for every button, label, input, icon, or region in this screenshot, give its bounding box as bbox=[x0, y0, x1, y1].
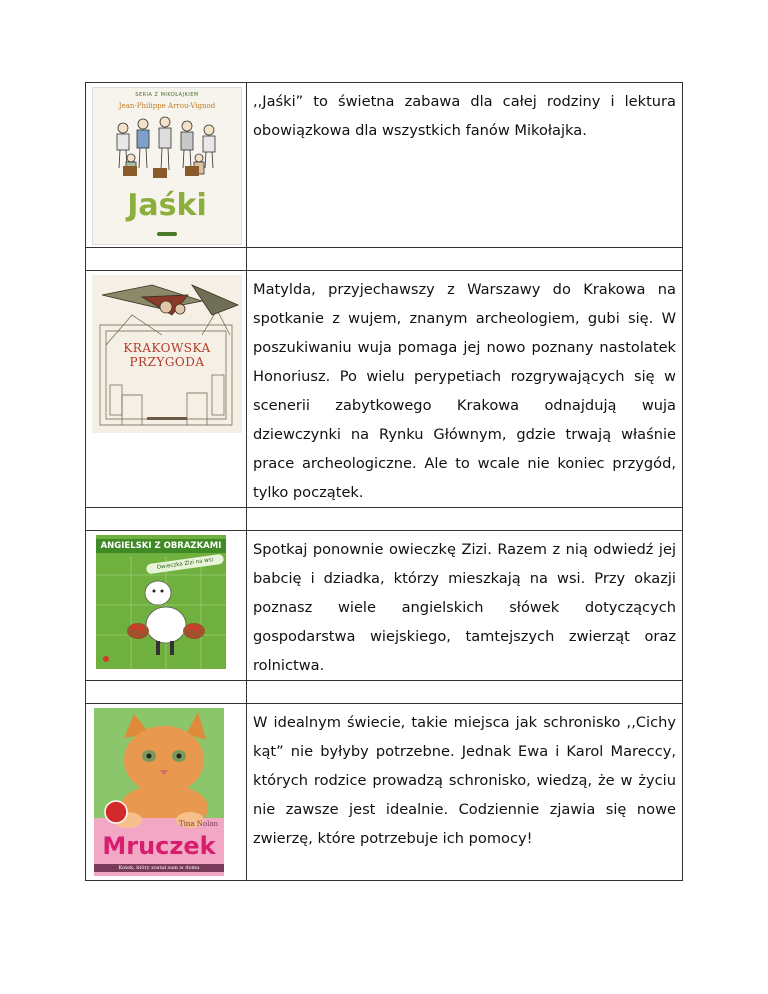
cover-cell bbox=[86, 531, 247, 681]
cover-angielski-z-obrazkami bbox=[96, 535, 226, 669]
publisher-logo bbox=[157, 232, 177, 236]
book-row bbox=[86, 531, 683, 681]
description-cell bbox=[247, 271, 683, 508]
description-cell bbox=[247, 83, 683, 248]
cover-series-label: SERIA Z MIKOŁAJKIEM bbox=[135, 92, 199, 98]
cover-tagline: Kotek, który został sam w domu bbox=[94, 864, 224, 872]
book-row bbox=[86, 271, 683, 508]
book-row bbox=[86, 83, 683, 248]
description-cell bbox=[247, 531, 683, 681]
books-table bbox=[85, 82, 683, 881]
sheep-illustration bbox=[96, 535, 226, 669]
book-description: Spotkaj ponownie owieczkę Zizi. Razem z nią odwiedź jej babcię i dziadka, którzy mieszkają na wsi. Przy okazji poznasz wiele angielskich słówek dotyczących gospodarstwa wiejskiego, tamtejszych zwierząt oraz rolnictwa. bbox=[253, 541, 676, 674]
cover-cell bbox=[86, 271, 247, 508]
description-cell bbox=[247, 704, 683, 881]
spacer-row bbox=[86, 681, 683, 704]
cover-jaski bbox=[92, 87, 242, 245]
cover-author: Jean-Philippe Arrou-Vignod bbox=[118, 102, 216, 110]
cover-title: Jaśki bbox=[127, 188, 207, 223]
cover-subtitle: Owieczka Zizi na wsi bbox=[146, 554, 225, 575]
spacer-row bbox=[86, 248, 683, 271]
cover-mruczek bbox=[94, 708, 224, 876]
cover-title-line1: KRAKOWSKA bbox=[123, 341, 211, 355]
book-description: Matylda, przyjechawszy z Warszawy do Krakowa na spotkanie z wujem, znanym archeologiem, gubi się. W poszukiwaniu wuja pomaga jej nowo poznany nastolatek Honoriusz. Po wielu perypetiach rozgrywających się w scenerii zabytkowego Krakowa odnajdują wuja dziewczynki na Rynku Głównym, gdzie trwają właśnie prace archeologiczne. Ale to wcale nie koniec przygód, tylko początek. bbox=[253, 281, 676, 501]
cover-author: Tina Nolan bbox=[178, 820, 218, 828]
book-description: ,,Jaśki” to świetna zabawa dla całej rodziny i lektura obowiązkowa dla wszystkich fanów Mikołajka. bbox=[253, 93, 676, 139]
cover-krakowska-przygoda bbox=[92, 275, 242, 433]
book-description: W idealnym świecie, takie miejsca jak schronisko ,,Cichy kąt” nie byłyby potrzebne. Jednak Ewa i Karol Mareccy, których rodzice prowadzą schronisko, wiedzą, że w życiu nie zawsze jest idealnie. Codziennie zjawia się nowe zwierzę, które potrzebuje ich pomocy! bbox=[253, 714, 676, 847]
book-row bbox=[86, 704, 683, 881]
cover-cell bbox=[86, 704, 247, 881]
cover-cell bbox=[86, 83, 247, 248]
cover-title-line2: PRZYGODA bbox=[129, 355, 205, 369]
spacer-row bbox=[86, 508, 683, 531]
cover-title: ANGIELSKI Z OBRAZKAMI bbox=[96, 539, 226, 553]
cover-title: Mruczek bbox=[102, 832, 216, 860]
